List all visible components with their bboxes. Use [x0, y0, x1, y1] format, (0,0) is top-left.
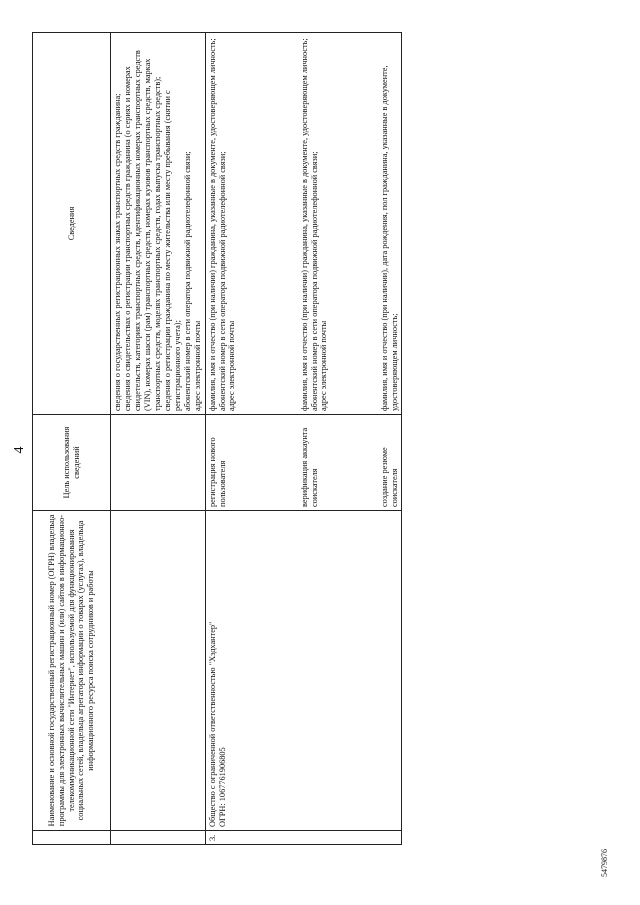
- info-line: абонентский номер в сети оператора подвижной радиотелефонной связи;: [182, 151, 192, 411]
- owner-name-cell: [205, 511, 402, 831]
- row-number: 3.: [205, 831, 402, 845]
- info-line: адрес электронной почты: [192, 320, 202, 411]
- header-number: [33, 831, 111, 845]
- table-row: [205, 33, 402, 845]
- info-line: адрес электронной почты: [319, 320, 329, 411]
- info-line: адрес электронной почты: [227, 320, 237, 411]
- info-line: абонентский номер в сети оператора подвижной радиотелефонной связи;: [309, 151, 319, 411]
- owner-ogrn: ОГРН: 1067761906805: [217, 747, 227, 827]
- info-line: абонентский номер в сети оператора подвижной радиотелефонной связи;: [217, 151, 227, 411]
- purpose-item: верификация аккаунта соискателя: [299, 427, 319, 507]
- info-line: фамилия, имя и отчество (при наличии) гражданина, указанные в документе, удостоверяющем личность;: [299, 38, 309, 411]
- info-line: сведения о свидетельствах о регистрации транспортных средств гражданина (о сериях и номерах свидетельств, категориях транспортных средств, идентификационных номерах транспортных средств (VIN), номерах шасси (рам) транспортных средств, номерах кузовов транспортных средств, марках транспортных средств, моделях транспортных средств, годах выпуска транспортных средств);: [122, 50, 162, 411]
- continued-info-cell: [111, 33, 206, 415]
- info-cell: [205, 33, 402, 415]
- info-block: [300, 36, 370, 411]
- page-number: 4: [12, 446, 27, 454]
- info-line: фамилия, имя и отчество (при наличии), дата рождения, пол гражданина, указанные в документе, удостоверяющем личность;: [379, 65, 399, 411]
- info-line: фамилия, имя и отчество (при наличии) гражданина, указанные в документе, удостоверяющем личность;: [207, 38, 217, 411]
- document-id: 5479876: [600, 849, 609, 877]
- personal-data-table: [32, 32, 402, 845]
- purpose-cell: [205, 415, 402, 511]
- info-block: [380, 36, 400, 411]
- header-purpose: Цель использования сведений: [33, 415, 111, 511]
- purpose-item: создание резюме соискателя: [379, 447, 399, 507]
- info-block: [208, 36, 290, 411]
- table-row-continuation: [111, 33, 206, 845]
- header-info: Сведения: [33, 33, 111, 415]
- info-line: сведения о регистрации гражданина по месту жительства или месту пребывания (снятии с регистрационного учета);: [162, 90, 182, 411]
- info-line: сведения о государственных регистрационных знаках транспортных средств гражданина;: [113, 93, 122, 411]
- owner-name: Общество с ограниченной ответственностью "Хэдхантер": [207, 621, 217, 827]
- header-owner-name: Наименование и основной государственный регистрационный номер (ОГРН) владельца программы для электронных вычислительных машин и (или) сайтов в информационно-телекоммуникационной сети "Интернет", используемой для функционирования социальных сетей, владельца агрегатора информации о товарах (услугах), владельца информационного ресурса поиска сотрудников и работы: [33, 511, 111, 831]
- table-header-row: [33, 33, 111, 845]
- purpose-item: регистрация нового пользователя: [207, 437, 227, 507]
